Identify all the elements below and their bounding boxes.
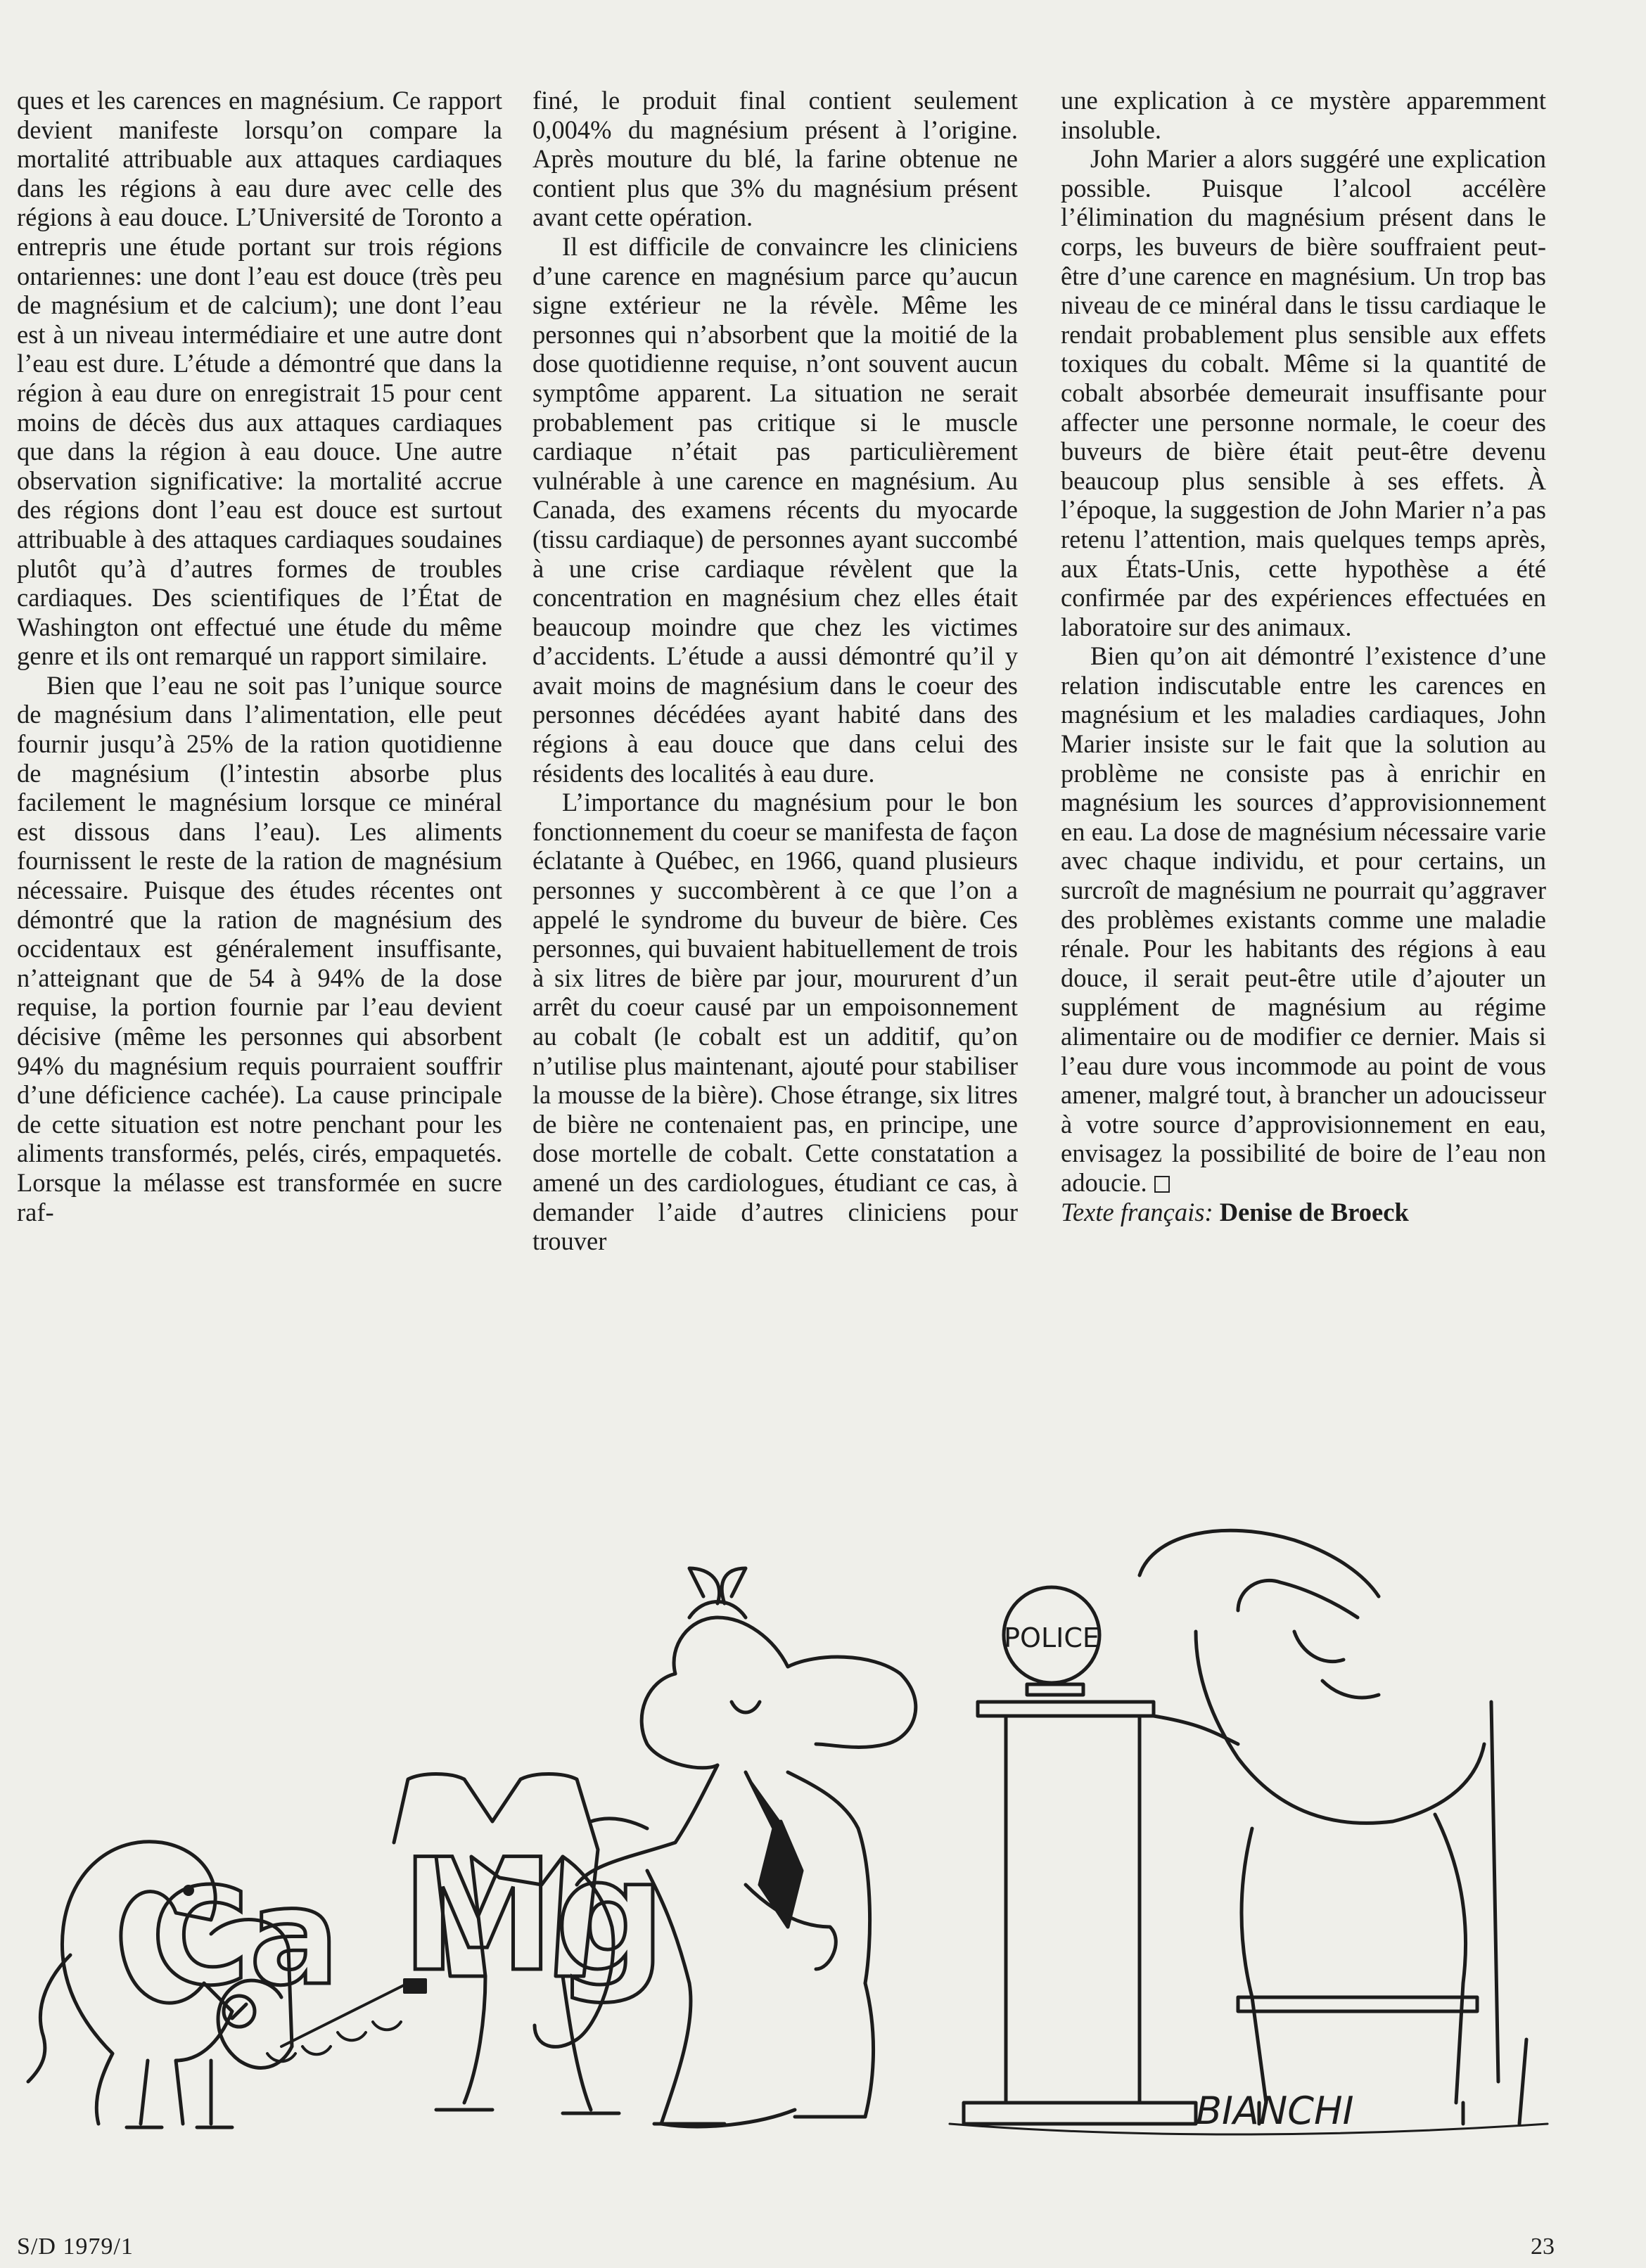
- article-column-3: [1061, 86, 1546, 1226]
- paragraph: Bien que l’eau ne soit pas l’unique source de magnésium dans l’alimentation, elle peut fournir jusqu’à 25% de la ration quotidienne de magnésium (l’intestin absorbe plus facilement le magnésium lorsque ce minéral est dissous dans l’eau). Les aliments fournissent le reste de la ration de magnésium nécessaire. Puisque des études récentes ont démontré que la ration de magnésium des occidentaux est généralement insuffisante, n’atteignant que de 54 à 94% de la dose requise, la portion fournie par l’eau devient décisive (même les personnes qui absorbent 94% du magnésium requis pourraient souffrir d’une déficience cachée). La cause principale de cette situation est notre penchant pour les aliments transformés, pelés, cirés, empaquetés. Lorsque la mélasse est transformée en sucre raf-: [17, 670, 502, 1226]
- paragraph: [1061, 641, 1546, 1197]
- page-number: 23: [1531, 2234, 1555, 2260]
- policeman-figure: [1140, 1530, 1526, 2124]
- artist-signature: BIANCHI: [1196, 2089, 1354, 2133]
- paragraph-text: Bien qu’on ait démontré l’existence d’une relation indiscutable entre les carences en magnésium et les maladies cardiaques, John Marier insiste sur le fait que la solution au problème ne consiste pas à enrichir en magnésium les sources d’approvisionnement en eau. La dose de magnésium nécessaire varie avec chaque individu, et pour certains, un surcroît de magnésium ne pourrait qu’aggraver des problèmes existants comme une maladie rénale. Pour les habitants des régions à eau douce, il serait peut-être utile d’ajouter un supplément de magnésium au régime alimentaire ou de modifier ce dernier. Mais si l’eau dure vous incommode au point de vous amener, malgré tout, à brancher un adoucisseur à votre source d’approvisionnement en eau, envisagez la possibilité de boire de l’eau non adoucie.: [1061, 641, 1546, 1197]
- paragraph: L’importance du magnésium pour le bon fonctionnement du coeur se manifesta de façon éclatante à Québec, en 1966, quand plusieurs personnes y succombèrent à ce que l’on a appelé le syndrome du buveur de bière. Ces personnes, qui buvaient habituellement de trois à six litres de bière par jour, moururent d’un arrêt du coeur causé par un empoisonnement au cobalt (le cobalt est un additif, qu’on n’utilise plus maintenant, ajouté pour stabiliser la mousse de la bière). Chose étrange, six litres de bière ne contenaient pas, en principe, une dose mortelle de cobalt. Cette constatation a amené un des cardiologues, étudiant ce cas, à demander l’aide d’autres cliniciens pour trouver: [532, 788, 1018, 1256]
- calcium-letters: Ca: [151, 1859, 340, 2015]
- credit-label: Texte français:: [1061, 1197, 1213, 1226]
- end-of-article-mark: [1154, 1176, 1170, 1193]
- cartoon-illustration: [0, 1491, 1646, 2145]
- credit-name: Denise de Broeck: [1219, 1197, 1409, 1226]
- paragraph: finé, le produit final contient seulement 0,004% du magnésium présent à l’origine. Après mouture du blé, la farine obtenue ne contient plus que 3% du magnésium présent avant cette opération.: [532, 86, 1018, 232]
- translation-credit: [1061, 1198, 1546, 1227]
- article-column-2: [532, 86, 1018, 1256]
- paragraph: ques et les carences en magnésium. Ce rapport devient manifeste lorsqu’on compare la mortalité attribuable aux attaques cardiaques dans les régions à eau dure avec celle des régions à eau douce. L’Université de Toronto a entrepris une étude portant sur trois régions ontariennes: une dont l’eau est douce (très peu de magnésium et de calcium); une dont l’eau est à un niveau intermédiaire et une autre dont l’eau est dure. L’étude a démontré que dans la région à eau dure on enregistrait 15 pour cent moins de décès dus aux attaques cardiaques que dans la région à eau douce. Une autre observation significative: la mortalité accrue des régions dont l’eau est douce est surtout attribuable à des attaques cardiaques soudaines plutôt qu’à d’autres formes de troubles cardiaques. Des scientifiques de l’État de Washington ont effectué une étude du même genre et ils ont remarqué un rapport similaire.: [17, 86, 502, 671]
- issue-footer: S/D 1979/1: [17, 2234, 134, 2260]
- paragraph: Il est difficile de convaincre les cliniciens d’une carence en magnésium parce qu’aucun signe extérieur ne la révèle. Même les personnes qui n’absorbent que la moitié de la dose quotidienne requise, n’ont souvent aucun symptôme apparent. La situation ne serait probablement pas critique si le muscle cardiaque n’était pas particulièrement vulnérable à une carence en magnésium. Au Canada, des examens récents du myocarde (tissu cardiaque) de personnes ayant succombé à une crise cardiaque révèlent que la concentration en magnésium chez elles était beaucoup moindre que chez les victimes d’accidents. L’étude a aussi démontré qu’il y avait moins de magnésium dans le coeur des personnes décédées ayant habité dans des régions à eau douce que dans celui des résidents des localités à eau dure.: [532, 231, 1018, 788]
- paragraph: une explication à ce mystère apparemment insoluble.: [1061, 86, 1546, 144]
- paragraph: John Marier a alors suggéré une explication possible. Puisque l’alcool accélère l’élimination du magnésium présent dans le corps, les buveurs de bière souffraient peut-être d’une carence en magnésium. Un trop bas niveau de ce minéral dans le tissu cardiaque le rendait probablement plus sensible aux effets toxiques du cobalt. Même si la quantité de cobalt absorbée demeurait insuffisante pour affecter une personne normale, le coeur des buveurs de bière était peut-être devenu beaucoup plus sensible à ses effets. À l’époque, la suggestion de John Marier n’a pas retenu l’attention, mais quelques temps après, aux États-Unis, cette hypothèse a été confirmée par des expériences effectuées en laboratoire sur des animaux.: [1061, 144, 1546, 641]
- police-desk: [964, 1587, 1238, 2124]
- police-sign: POLICE: [1004, 1622, 1099, 1653]
- article-column-1: [17, 86, 502, 1226]
- magnesium-letters: Mg: [401, 1826, 666, 2006]
